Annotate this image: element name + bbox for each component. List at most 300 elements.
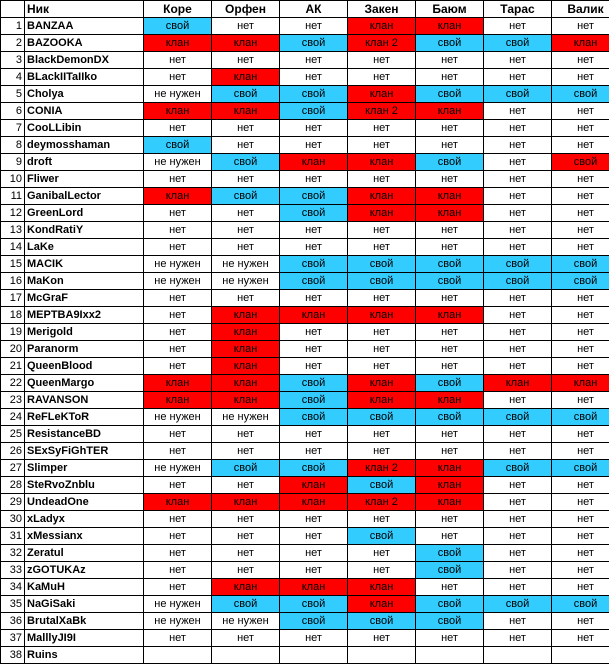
status-cell[interactable]: свой <box>348 273 416 290</box>
status-cell[interactable]: нет <box>348 222 416 239</box>
status-cell[interactable]: свой <box>144 18 212 35</box>
status-cell[interactable]: нет <box>348 358 416 375</box>
status-cell[interactable]: нет <box>212 120 280 137</box>
status-cell[interactable]: нет <box>484 630 552 647</box>
status-cell[interactable]: нет <box>552 613 609 630</box>
status-cell[interactable]: нет <box>484 120 552 137</box>
row-number-cell[interactable]: 1 <box>1 18 25 35</box>
nick-cell[interactable]: BrutalXaBk <box>25 613 144 630</box>
status-cell[interactable]: клан <box>144 392 212 409</box>
status-cell[interactable]: свой <box>280 613 348 630</box>
nick-cell[interactable]: BLackIITaIIko <box>25 69 144 86</box>
status-cell[interactable]: клан <box>212 579 280 596</box>
status-cell[interactable]: нет <box>348 69 416 86</box>
nick-cell[interactable]: Zeratul <box>25 545 144 562</box>
nick-cell[interactable]: Ruins <box>25 647 144 664</box>
status-cell[interactable]: свой <box>484 256 552 273</box>
status-cell[interactable]: нет <box>280 171 348 188</box>
status-cell[interactable]: нет <box>484 18 552 35</box>
status-cell[interactable]: нет <box>416 324 484 341</box>
status-cell[interactable]: нет <box>144 562 212 579</box>
status-cell[interactable]: нет <box>212 511 280 528</box>
status-cell[interactable]: клан <box>212 324 280 341</box>
status-cell[interactable]: клан <box>416 18 484 35</box>
status-cell[interactable]: нет <box>484 426 552 443</box>
row-number-cell[interactable]: 20 <box>1 341 25 358</box>
status-cell[interactable]: свой <box>416 273 484 290</box>
status-cell[interactable]: нет <box>280 239 348 256</box>
status-cell[interactable]: не нужен <box>212 613 280 630</box>
nick-cell[interactable]: LaKe <box>25 239 144 256</box>
status-cell[interactable]: клан <box>280 477 348 494</box>
status-cell[interactable]: нет <box>348 290 416 307</box>
status-cell[interactable]: нет <box>280 545 348 562</box>
status-cell[interactable]: нет <box>552 511 609 528</box>
status-cell[interactable]: клан <box>280 154 348 171</box>
row-number-cell[interactable]: 29 <box>1 494 25 511</box>
status-cell[interactable]: нет <box>552 341 609 358</box>
status-cell[interactable]: свой <box>280 409 348 426</box>
nick-cell[interactable]: SteRvoZnblu <box>25 477 144 494</box>
row-number-cell[interactable]: 23 <box>1 392 25 409</box>
status-cell[interactable]: клан <box>348 205 416 222</box>
row-number-cell[interactable]: 15 <box>1 256 25 273</box>
status-cell[interactable]: клан <box>212 35 280 52</box>
status-cell[interactable]: свой <box>348 477 416 494</box>
status-cell[interactable]: нет <box>144 239 212 256</box>
row-number-cell[interactable]: 34 <box>1 579 25 596</box>
status-cell[interactable]: нет <box>484 324 552 341</box>
status-cell[interactable]: нет <box>416 630 484 647</box>
status-cell[interactable]: нет <box>348 545 416 562</box>
status-cell[interactable]: нет <box>552 69 609 86</box>
status-cell[interactable]: нет <box>144 171 212 188</box>
status-cell[interactable]: нет <box>416 511 484 528</box>
status-cell[interactable]: нет <box>416 120 484 137</box>
status-cell[interactable]: нет <box>348 52 416 69</box>
status-cell[interactable]: клан <box>348 375 416 392</box>
header-col-taras[interactable]: Тарас <box>484 1 552 18</box>
nick-cell[interactable]: KaMuH <box>25 579 144 596</box>
status-cell[interactable]: нет <box>484 579 552 596</box>
status-cell[interactable]: свой <box>484 409 552 426</box>
status-cell[interactable]: нет <box>484 307 552 324</box>
status-cell[interactable]: свой <box>280 188 348 205</box>
status-cell[interactable]: нет <box>552 120 609 137</box>
nick-cell[interactable]: ResistanceBD <box>25 426 144 443</box>
row-number-cell[interactable]: 16 <box>1 273 25 290</box>
status-cell[interactable]: нет <box>552 477 609 494</box>
nick-cell[interactable]: Merigold <box>25 324 144 341</box>
status-cell[interactable]: нет <box>280 528 348 545</box>
status-cell[interactable]: нет <box>144 290 212 307</box>
status-cell[interactable]: клан <box>348 154 416 171</box>
status-cell[interactable]: не нужен <box>212 256 280 273</box>
status-cell[interactable]: нет <box>484 52 552 69</box>
status-cell[interactable]: клан <box>416 494 484 511</box>
row-number-cell[interactable]: 18 <box>1 307 25 324</box>
status-cell[interactable]: клан <box>280 307 348 324</box>
status-cell[interactable]: не нужен <box>144 409 212 426</box>
nick-cell[interactable]: CooLLibin <box>25 120 144 137</box>
status-cell[interactable]: нет <box>552 222 609 239</box>
status-cell[interactable]: клан <box>348 188 416 205</box>
status-cell[interactable] <box>348 647 416 664</box>
status-cell[interactable]: свой <box>552 460 609 477</box>
status-cell[interactable]: свой <box>416 596 484 613</box>
nick-cell[interactable]: CONIA <box>25 103 144 120</box>
status-cell[interactable]: клан <box>416 307 484 324</box>
status-cell[interactable]: не нужен <box>144 154 212 171</box>
status-cell[interactable]: свой <box>416 562 484 579</box>
nick-cell[interactable]: BANZAA <box>25 18 144 35</box>
nick-cell[interactable]: MEPTBA9Ixx2 <box>25 307 144 324</box>
status-cell[interactable]: нет <box>144 69 212 86</box>
status-cell[interactable]: нет <box>280 69 348 86</box>
header-nick[interactable]: Ник <box>25 1 144 18</box>
header-corner-cell[interactable] <box>1 1 25 18</box>
status-cell[interactable]: не нужен <box>144 460 212 477</box>
status-cell[interactable]: нет <box>484 545 552 562</box>
status-cell[interactable]: нет <box>416 52 484 69</box>
row-number-cell[interactable]: 22 <box>1 375 25 392</box>
nick-cell[interactable]: droft <box>25 154 144 171</box>
status-cell[interactable]: нет <box>552 239 609 256</box>
status-cell[interactable]: свой <box>416 86 484 103</box>
row-number-cell[interactable]: 27 <box>1 460 25 477</box>
status-cell[interactable]: свой <box>212 86 280 103</box>
status-cell[interactable]: нет <box>552 205 609 222</box>
status-cell[interactable]: нет <box>280 511 348 528</box>
status-cell[interactable]: не нужен <box>144 86 212 103</box>
status-cell[interactable]: нет <box>416 222 484 239</box>
status-cell[interactable]: нет <box>144 222 212 239</box>
status-cell[interactable]: свой <box>280 596 348 613</box>
status-cell[interactable]: нет <box>212 443 280 460</box>
status-cell[interactable]: нет <box>484 358 552 375</box>
status-cell[interactable]: нет <box>144 341 212 358</box>
row-number-cell[interactable]: 2 <box>1 35 25 52</box>
status-cell[interactable]: нет <box>280 324 348 341</box>
status-cell[interactable]: не нужен <box>144 256 212 273</box>
status-cell[interactable]: нет <box>348 120 416 137</box>
status-cell[interactable]: свой <box>552 154 609 171</box>
status-cell[interactable]: нет <box>552 443 609 460</box>
status-cell[interactable]: клан <box>416 392 484 409</box>
status-cell[interactable]: нет <box>416 358 484 375</box>
status-cell[interactable]: клан <box>144 188 212 205</box>
status-cell[interactable]: нет <box>280 120 348 137</box>
nick-cell[interactable]: xLadyx <box>25 511 144 528</box>
status-cell[interactable]: свой <box>416 613 484 630</box>
nick-cell[interactable]: GanibalLector <box>25 188 144 205</box>
status-cell[interactable]: нет <box>144 443 212 460</box>
status-cell[interactable]: нет <box>484 528 552 545</box>
status-cell[interactable]: свой <box>348 256 416 273</box>
status-cell[interactable]: свой <box>280 460 348 477</box>
status-cell[interactable]: свой <box>416 545 484 562</box>
status-cell[interactable]: клан <box>212 341 280 358</box>
status-cell[interactable]: клан <box>484 375 552 392</box>
status-cell[interactable]: нет <box>348 341 416 358</box>
nick-cell[interactable]: QueenMargo <box>25 375 144 392</box>
status-cell[interactable]: свой <box>280 35 348 52</box>
status-cell[interactable]: нет <box>416 69 484 86</box>
status-cell[interactable]: клан 2 <box>348 103 416 120</box>
status-cell[interactable]: клан <box>348 579 416 596</box>
row-number-cell[interactable]: 35 <box>1 596 25 613</box>
status-cell[interactable]: нет <box>552 324 609 341</box>
status-cell[interactable]: нет <box>144 307 212 324</box>
status-cell[interactable]: нет <box>416 239 484 256</box>
status-cell[interactable]: клан <box>348 307 416 324</box>
status-cell[interactable]: клан <box>144 494 212 511</box>
status-cell[interactable]: нет <box>212 630 280 647</box>
row-number-cell[interactable]: 26 <box>1 443 25 460</box>
row-number-cell[interactable]: 17 <box>1 290 25 307</box>
nick-cell[interactable]: NaGiSaki <box>25 596 144 613</box>
status-cell[interactable]: свой <box>212 596 280 613</box>
status-cell[interactable]: нет <box>416 171 484 188</box>
status-cell[interactable]: нет <box>484 613 552 630</box>
status-cell[interactable]: клан <box>212 392 280 409</box>
status-cell[interactable]: нет <box>348 239 416 256</box>
status-cell[interactable]: нет <box>144 324 212 341</box>
status-cell[interactable]: нет <box>280 18 348 35</box>
status-cell[interactable]: нет <box>484 222 552 239</box>
status-cell[interactable]: клан <box>416 205 484 222</box>
status-cell[interactable]: нет <box>484 511 552 528</box>
row-number-cell[interactable]: 24 <box>1 409 25 426</box>
status-cell[interactable]: нет <box>416 528 484 545</box>
status-cell[interactable]: нет <box>212 171 280 188</box>
status-cell[interactable]: нет <box>484 477 552 494</box>
status-cell[interactable]: свой <box>212 460 280 477</box>
status-cell[interactable]: нет <box>348 171 416 188</box>
status-cell[interactable]: нет <box>212 239 280 256</box>
status-cell[interactable]: нет <box>144 545 212 562</box>
status-cell[interactable]: нет <box>552 290 609 307</box>
row-number-cell[interactable]: 37 <box>1 630 25 647</box>
nick-cell[interactable]: KondRatiY <box>25 222 144 239</box>
status-cell[interactable]: нет <box>212 545 280 562</box>
status-cell[interactable]: нет <box>348 426 416 443</box>
row-number-cell[interactable]: 10 <box>1 171 25 188</box>
status-cell[interactable]: нет <box>416 426 484 443</box>
status-cell[interactable]: клан <box>348 596 416 613</box>
status-cell[interactable] <box>280 647 348 664</box>
status-cell[interactable]: нет <box>552 630 609 647</box>
status-cell[interactable]: нет <box>212 18 280 35</box>
header-col-ak[interactable]: АК <box>280 1 348 18</box>
status-cell[interactable]: клан <box>212 69 280 86</box>
status-cell[interactable]: клан <box>144 375 212 392</box>
status-cell[interactable]: свой <box>552 86 609 103</box>
status-cell[interactable]: клан <box>280 494 348 511</box>
header-col-valik[interactable]: Валик <box>552 1 609 18</box>
status-cell[interactable]: нет <box>484 443 552 460</box>
status-cell[interactable]: свой <box>280 103 348 120</box>
row-number-cell[interactable]: 13 <box>1 222 25 239</box>
nick-cell[interactable]: McGraF <box>25 290 144 307</box>
status-cell[interactable]: не нужен <box>144 596 212 613</box>
row-number-cell[interactable]: 9 <box>1 154 25 171</box>
status-cell[interactable]: нет <box>484 154 552 171</box>
status-cell[interactable]: нет <box>484 290 552 307</box>
row-number-cell[interactable]: 33 <box>1 562 25 579</box>
status-cell[interactable]: свой <box>416 35 484 52</box>
status-cell[interactable]: не нужен <box>212 273 280 290</box>
status-cell[interactable]: клан <box>280 579 348 596</box>
status-cell[interactable]: свой <box>552 256 609 273</box>
status-cell[interactable]: клан <box>212 375 280 392</box>
status-cell[interactable]: нет <box>144 630 212 647</box>
status-cell[interactable]: нет <box>144 205 212 222</box>
nick-cell[interactable]: xMessianx <box>25 528 144 545</box>
row-number-cell[interactable]: 7 <box>1 120 25 137</box>
status-cell[interactable]: нет <box>212 477 280 494</box>
nick-cell[interactable]: BlackDemonDX <box>25 52 144 69</box>
status-cell[interactable]: нет <box>280 426 348 443</box>
row-number-cell[interactable]: 31 <box>1 528 25 545</box>
status-cell[interactable]: нет <box>552 18 609 35</box>
status-cell[interactable]: клан <box>416 477 484 494</box>
status-cell[interactable]: нет <box>484 562 552 579</box>
status-cell[interactable]: нет <box>552 307 609 324</box>
header-col-kore[interactable]: Коре <box>144 1 212 18</box>
status-cell[interactable]: свой <box>348 409 416 426</box>
status-cell[interactable]: нет <box>484 103 552 120</box>
status-cell[interactable]: нет <box>212 562 280 579</box>
nick-cell[interactable]: UndeadOne <box>25 494 144 511</box>
status-cell[interactable]: нет <box>552 392 609 409</box>
status-cell[interactable]: нет <box>144 579 212 596</box>
status-cell[interactable]: нет <box>348 630 416 647</box>
status-cell[interactable]: свой <box>484 86 552 103</box>
status-cell[interactable]: свой <box>416 375 484 392</box>
status-cell[interactable]: клан 2 <box>348 494 416 511</box>
status-cell[interactable]: нет <box>212 137 280 154</box>
status-cell[interactable]: нет <box>552 137 609 154</box>
row-number-cell[interactable]: 32 <box>1 545 25 562</box>
row-number-cell[interactable]: 28 <box>1 477 25 494</box>
row-number-cell[interactable]: 21 <box>1 358 25 375</box>
nick-cell[interactable]: Fliwer <box>25 171 144 188</box>
status-cell[interactable]: свой <box>280 273 348 290</box>
status-cell[interactable]: нет <box>144 358 212 375</box>
nick-cell[interactable]: SExSyFiGhTER <box>25 443 144 460</box>
status-cell[interactable]: нет <box>280 443 348 460</box>
status-cell[interactable]: свой <box>552 596 609 613</box>
status-cell[interactable] <box>144 647 212 664</box>
row-number-cell[interactable]: 8 <box>1 137 25 154</box>
status-cell[interactable]: свой <box>280 375 348 392</box>
status-cell[interactable]: нет <box>552 103 609 120</box>
status-cell[interactable]: нет <box>484 188 552 205</box>
nick-cell[interactable]: Cholya <box>25 86 144 103</box>
status-cell[interactable]: нет <box>552 494 609 511</box>
nick-cell[interactable]: Paranorm <box>25 341 144 358</box>
status-cell[interactable]: свой <box>280 86 348 103</box>
status-cell[interactable]: свой <box>212 188 280 205</box>
status-cell[interactable]: не нужен <box>144 273 212 290</box>
status-cell[interactable]: не нужен <box>144 613 212 630</box>
status-cell[interactable]: свой <box>484 35 552 52</box>
status-cell[interactable]: клан 2 <box>348 460 416 477</box>
status-cell[interactable]: нет <box>552 579 609 596</box>
status-cell[interactable]: свой <box>552 409 609 426</box>
status-cell[interactable]: нет <box>144 52 212 69</box>
row-number-cell[interactable]: 30 <box>1 511 25 528</box>
status-cell[interactable]: нет <box>484 494 552 511</box>
status-cell[interactable]: клан <box>348 86 416 103</box>
status-cell[interactable]: клан <box>212 307 280 324</box>
status-cell[interactable]: нет <box>144 477 212 494</box>
row-number-cell[interactable]: 11 <box>1 188 25 205</box>
nick-cell[interactable]: GreenLord <box>25 205 144 222</box>
status-cell[interactable]: нет <box>280 290 348 307</box>
status-cell[interactable]: нет <box>552 426 609 443</box>
status-cell[interactable]: свой <box>416 256 484 273</box>
status-cell[interactable]: клан <box>348 392 416 409</box>
nick-cell[interactable]: MACIK <box>25 256 144 273</box>
status-cell[interactable]: нет <box>552 562 609 579</box>
status-cell[interactable]: клан <box>416 188 484 205</box>
nick-cell[interactable]: Slimper <box>25 460 144 477</box>
status-cell[interactable]: клан <box>212 103 280 120</box>
row-number-cell[interactable]: 3 <box>1 52 25 69</box>
status-cell[interactable]: клан <box>348 18 416 35</box>
status-cell[interactable]: свой <box>144 137 212 154</box>
status-cell[interactable]: нет <box>280 630 348 647</box>
status-cell[interactable] <box>552 647 609 664</box>
status-cell[interactable]: клан <box>212 358 280 375</box>
row-number-cell[interactable]: 38 <box>1 647 25 664</box>
status-cell[interactable]: свой <box>212 154 280 171</box>
status-cell[interactable] <box>484 647 552 664</box>
nick-cell[interactable]: ReFLeKToR <box>25 409 144 426</box>
status-cell[interactable]: клан <box>144 35 212 52</box>
status-cell[interactable]: свой <box>552 273 609 290</box>
status-cell[interactable]: нет <box>280 222 348 239</box>
status-cell[interactable]: нет <box>280 358 348 375</box>
status-cell[interactable]: свой <box>348 528 416 545</box>
status-cell[interactable]: нет <box>484 239 552 256</box>
status-cell[interactable]: нет <box>144 528 212 545</box>
status-cell[interactable]: нет <box>484 137 552 154</box>
status-cell[interactable]: свой <box>416 409 484 426</box>
status-cell[interactable]: клан <box>144 103 212 120</box>
row-number-cell[interactable]: 5 <box>1 86 25 103</box>
status-cell[interactable]: нет <box>280 52 348 69</box>
status-cell[interactable]: нет <box>484 392 552 409</box>
status-cell[interactable]: нет <box>212 426 280 443</box>
row-number-cell[interactable]: 19 <box>1 324 25 341</box>
status-cell[interactable]: не нужен <box>212 409 280 426</box>
status-cell[interactable]: свой <box>348 613 416 630</box>
row-number-cell[interactable]: 4 <box>1 69 25 86</box>
status-cell[interactable]: нет <box>552 528 609 545</box>
status-cell[interactable]: нет <box>416 290 484 307</box>
status-cell[interactable]: нет <box>416 443 484 460</box>
status-cell[interactable]: клан <box>552 35 609 52</box>
status-cell[interactable]: свой <box>280 392 348 409</box>
status-cell[interactable]: нет <box>484 205 552 222</box>
row-number-cell[interactable]: 12 <box>1 205 25 222</box>
status-cell[interactable] <box>416 647 484 664</box>
status-cell[interactable]: нет <box>144 120 212 137</box>
status-cell[interactable]: нет <box>348 443 416 460</box>
